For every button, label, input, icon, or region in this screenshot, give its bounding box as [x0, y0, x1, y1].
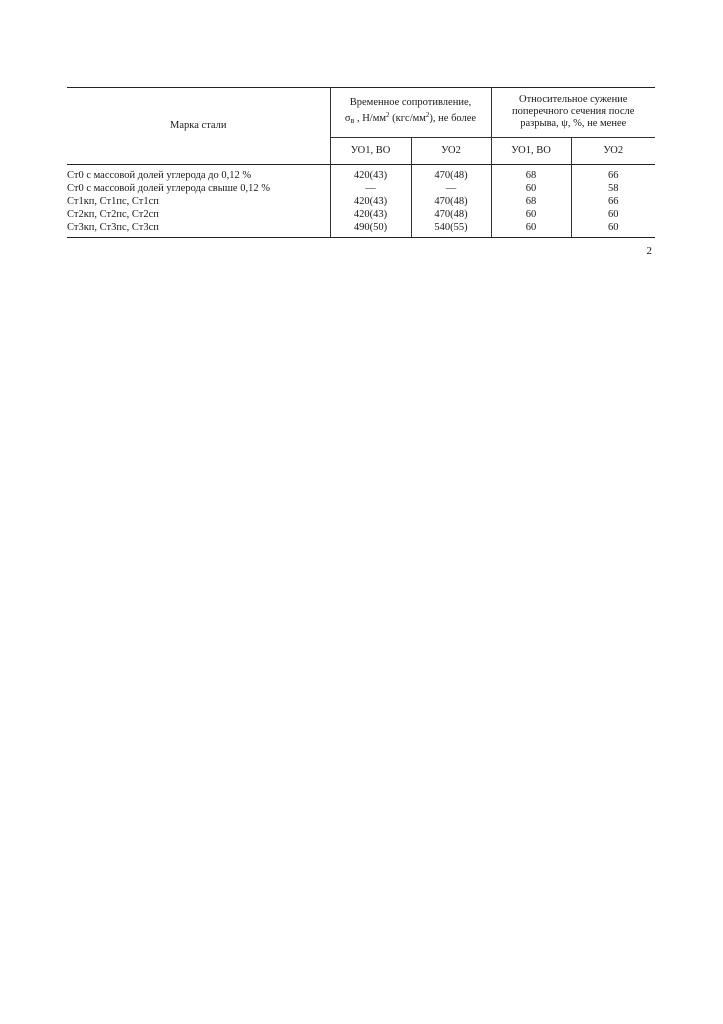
table-row	[67, 165, 655, 183]
tensile-uo2-cell: 540(55)	[411, 221, 491, 238]
table-row	[67, 208, 655, 221]
page-number: 2	[646, 245, 652, 257]
narrowing-uo2-cell: 66	[608, 195, 619, 207]
subheader-tensile-uo2: УО2	[411, 137, 491, 164]
sigma-subscript: в	[350, 116, 355, 126]
sigma-symbol: σ	[344, 113, 351, 125]
header-tensile-strength	[330, 88, 491, 137]
table-row	[67, 195, 655, 208]
narrowing-uo1-vo-cell: 68	[491, 195, 571, 208]
narrowing-uo2-cell: 58	[608, 182, 619, 194]
subheader-narrowing-uo1-vo: УО1, ВО	[491, 137, 571, 164]
narrowing-uo1-vo-cell: 60	[491, 221, 571, 238]
tensile-uo1-vo-cell: 420(43)	[330, 195, 411, 208]
steel-grade-cell: Ст3кп, Ст3пс, Ст3сп	[67, 221, 330, 238]
narrowing-uo1-vo-cell: 60	[491, 182, 571, 195]
table-row	[67, 221, 655, 238]
steel-grade-cell: Ст2кп, Ст2пс, Ст2сп	[67, 208, 330, 221]
header-row	[67, 88, 655, 137]
subheader-narrowing-uo2: УО2	[571, 137, 655, 164]
tensile-uo1-vo-cell: 420(43)	[330, 165, 411, 183]
header-narrowing-line1: Относительное сужение	[519, 94, 628, 106]
tensile-uo1-vo-cell: —	[330, 182, 411, 195]
table-row	[67, 182, 655, 195]
steel-grade-cell: Ст1кп, Ст1пс, Ст1сп	[67, 195, 330, 208]
tensile-uo2-cell: 470(48)	[411, 208, 491, 221]
tensile-uo1-vo-cell: 490(50)	[330, 221, 411, 238]
header-tensile-line1: Временное сопротивление,	[349, 97, 472, 109]
steel-grade-cell: Ст0 с массовой долей углерода до 0,12 %	[67, 165, 330, 183]
unit-sup2: 2	[425, 111, 430, 120]
steel-grade-cell: Ст0 с массовой долей углерода свыше 0,12 %	[67, 182, 330, 195]
tensile-uo2-cell: —	[411, 182, 491, 195]
unit-part1: , Н/мм	[354, 113, 387, 125]
narrowing-uo2-cell: 60	[608, 208, 619, 220]
unit-part3: ), не более	[429, 113, 477, 125]
header-narrowing-line2: поперечного сечения после	[512, 106, 635, 118]
narrowing-uo1-vo-cell: 68	[491, 165, 571, 183]
narrowing-uo2-cell: 66	[608, 169, 619, 181]
subheader-tensile-uo1-vo: УО1, ВО	[330, 137, 411, 164]
tensile-uo1-vo-cell: 420(43)	[330, 208, 411, 221]
header-relative-narrowing	[491, 88, 655, 137]
narrowing-uo2-cell: 60	[571, 221, 655, 238]
unit-sup1: 2	[386, 111, 390, 120]
unit-part2: (кгс/мм	[389, 113, 426, 125]
tensile-uo2-cell: 470(48)	[411, 165, 491, 183]
narrowing-uo1-vo-cell: 60	[491, 208, 571, 221]
header-steel-grade: Марка стали	[67, 88, 330, 165]
tensile-uo2-cell: 470(48)	[411, 195, 491, 208]
header-narrowing-line3: разрыва, ψ, %, не менее	[520, 118, 627, 130]
steel-properties-table	[67, 87, 655, 238]
